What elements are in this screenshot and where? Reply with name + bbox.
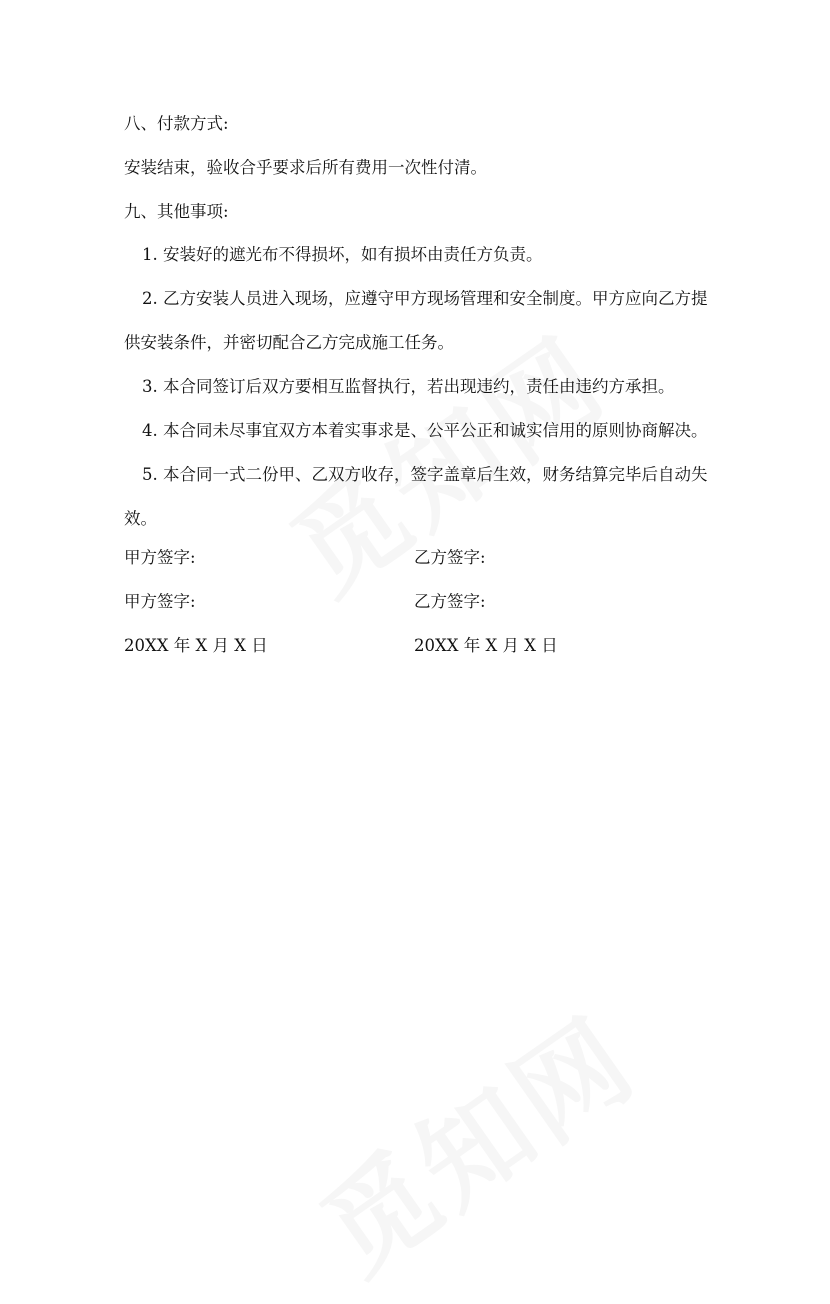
list-item-number: 2.	[142, 289, 158, 308]
section-9-heading: 九、其他事项:	[124, 202, 229, 221]
list-item-text: 本合同签订后双方要相互监督执行，若出现违约，责任由违约方承担。	[163, 377, 675, 396]
watermark-lower	[286, 974, 662, 1303]
section-8-body: 安装结束，验收合乎要求后所有费用一次性付清。	[124, 158, 487, 177]
list-item	[124, 277, 709, 365]
list-item	[124, 233, 709, 277]
list-item	[124, 409, 709, 453]
list-item-text: 乙方安装人员进入现场，应遵守甲方现场管理和安全制度。甲方应向乙方提供安装条件，并密切配合乙方完成施工任务。	[124, 289, 708, 352]
list-item-number: 1.	[142, 245, 158, 264]
section-8-heading: 八、付款方式:	[124, 114, 229, 133]
list-item-text: 本合同一式二份甲、乙双方收存，签字盖章后生效，财务结算完毕后自动失效。	[124, 465, 708, 528]
list-item	[124, 365, 709, 409]
list-item	[124, 453, 709, 541]
party-a-signature-label: 甲方签字:	[124, 592, 196, 611]
list-item-number: 3.	[142, 377, 158, 396]
list-item-number: 4.	[142, 421, 158, 440]
party-a-signature-label: 甲方签字:	[124, 548, 196, 567]
list-item-text: 本合同未尽事宜双方本着实事求是、公平公正和诚实信用的原则协商解决。	[163, 421, 708, 440]
party-a-date: 20XX 年 X 月 X 日	[124, 636, 268, 655]
list-item-text: 安装好的遮光布不得损坏，如有损坏由责任方负责。	[163, 245, 543, 264]
party-b-date: 20XX 年 X 月 X 日	[414, 636, 558, 655]
list-item-number: 5.	[142, 465, 158, 484]
party-b-signature-label: 乙方签字:	[414, 548, 486, 567]
party-b-signature-label: 乙方签字:	[414, 592, 486, 611]
